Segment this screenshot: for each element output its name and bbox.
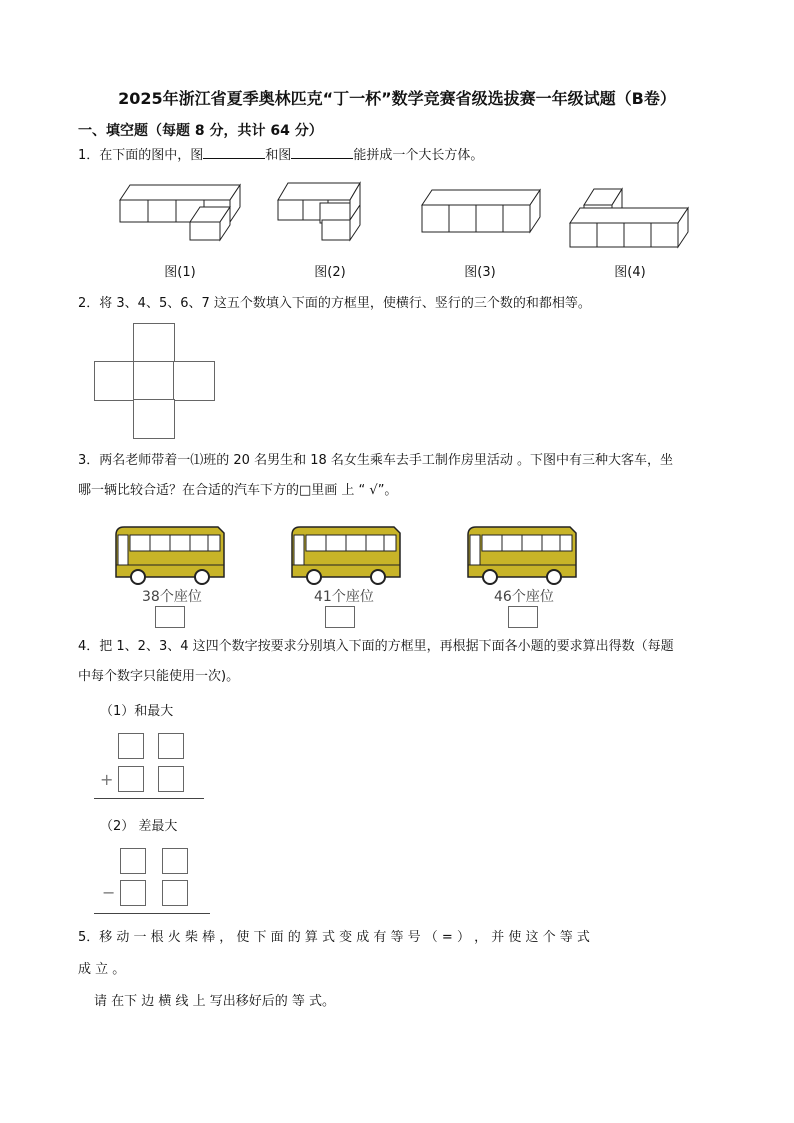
cube-figure-2 [278, 183, 360, 240]
plus-sign: + [100, 770, 114, 789]
section-heading: 一、填空题（每题 8 分，共计 64 分） [78, 123, 323, 139]
diff-line [94, 913, 210, 914]
checkbox-bus-38[interactable] [155, 606, 185, 628]
q5-line-1: 移 动 一 根 火 柴 棒 ， 使 下 面 的 算 式 变 成 有 等 号 （ = ） ， 并 使 这 个 等 式 [99, 930, 590, 945]
minus-sign: − [102, 883, 116, 902]
bus-seat-label-3: 46个座位 [494, 589, 554, 605]
sum-box-4[interactable] [158, 766, 184, 792]
bus-46-icon [468, 527, 576, 584]
diff-box-1[interactable] [120, 848, 146, 874]
bus-41-icon [292, 527, 400, 584]
cube-figure-1 [120, 185, 240, 240]
diff-box-4[interactable] [162, 880, 188, 906]
q5-line-3: 请 在下 边 横 线 上 写出移好后的 等 式。 [94, 994, 336, 1009]
checkbox-bus-41[interactable] [325, 606, 355, 628]
question-number: 4． [78, 639, 100, 654]
q4-sub-2: （2） 差最大 [100, 819, 178, 834]
question-2 [78, 294, 591, 314]
answer-blank-2[interactable] [291, 144, 353, 159]
diff-box-3[interactable] [120, 880, 146, 906]
grid-cell-top[interactable] [133, 323, 175, 363]
q1-text-post: 能拼成一个大长方体。 [353, 148, 484, 163]
question-number: 2． [78, 296, 100, 311]
q3-line-1: 两名老师带着一⑴班的 20 名男生和 18 名女生乘车去手工制作房里活动 。下图中有三种大客车，坐 [99, 453, 674, 468]
question-4 [78, 637, 758, 687]
question-number: 1． [78, 148, 100, 163]
checkbox-bus-46[interactable] [508, 606, 538, 628]
bus-illustrations [100, 525, 700, 585]
q4-line-1: 把 1、2、3、4 这四个数字按要求分别填入下面的方框里，再根据下面各小题的要求算出得数（每题 [99, 639, 674, 654]
question-number: 3． [78, 453, 100, 468]
sum-box-1[interactable] [118, 733, 144, 759]
q1-text-mid: 和图 [265, 148, 292, 163]
sum-box-2[interactable] [158, 733, 184, 759]
bus-38-icon [116, 527, 224, 584]
page-title: 2025年浙江省夏季奥林匹克“丁一杯”数学竞赛省级选拔赛一年级试题（B卷） [118, 89, 676, 108]
sum-box-3[interactable] [118, 766, 144, 792]
grid-cell-center[interactable] [133, 361, 175, 401]
question-5 [78, 928, 758, 1012]
grid-cell-bottom[interactable] [133, 399, 175, 439]
question-number: 5． [78, 930, 100, 945]
figure-caption-4: 图(4) [614, 265, 646, 280]
q5-line-2: 成 立 。 [78, 962, 126, 977]
question-1 [78, 144, 483, 166]
cube-figure-3 [422, 190, 540, 232]
grid-cell-right[interactable] [173, 361, 215, 401]
cube-figure-4 [570, 189, 688, 247]
figure-caption-3: 图(3) [464, 265, 496, 280]
grid-cell-left[interactable] [94, 361, 135, 401]
q2-text: 将 3、4、5、6、7 这五个数填入下面的方框里，使横行、竖行的三个数的和都相等。 [99, 296, 591, 311]
diff-box-2[interactable] [162, 848, 188, 874]
bus-seat-label-1: 38个座位 [142, 589, 202, 605]
sum-line [94, 798, 204, 799]
figure-caption-2: 图(2) [314, 265, 346, 280]
q3-line-2: 哪一辆比较合适？在合适的汽车下方的□里画 上 “ √”。 [78, 483, 398, 498]
bus-seat-label-2: 41个座位 [314, 589, 374, 605]
q1-text-pre: 在下面的图中，图 [99, 148, 204, 163]
q4-line-2: 中每个数字只能使用一次)。 [78, 669, 240, 684]
cube-figures [100, 175, 700, 255]
figure-caption-1: 图(1) [164, 265, 196, 280]
question-3 [78, 451, 758, 501]
answer-blank-1[interactable] [203, 144, 265, 159]
q4-sub-1: （1）和最大 [100, 704, 174, 719]
